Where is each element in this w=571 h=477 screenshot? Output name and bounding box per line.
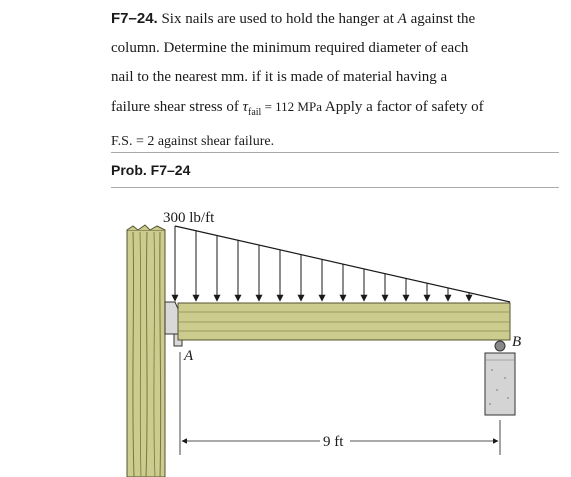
wood-column [127, 225, 165, 477]
load-label: 300 lb/ft [163, 210, 215, 226]
problem-line-4: failure shear stress of $\tau_{fail} = 112$ MPa Apply a factor of safety of [111, 99, 484, 118]
tau-symbol: τ [242, 99, 248, 115]
support-b [485, 341, 515, 415]
problem-line-3: nail to the nearest mm. if it is made of material having a [111, 69, 448, 85]
problem-number: F7–24. [111, 10, 158, 27]
support-b-label: B [512, 334, 522, 350]
beam [178, 303, 510, 340]
problem-line-2: column. Determine the minimum required diameter of each [111, 40, 469, 56]
problem-line-1: F7–24. Six nails are used to hold the hanger at A against the [111, 10, 476, 27]
figure-title: Prob. F7–24 [111, 162, 191, 178]
dimension-label: 9 ft [323, 434, 344, 450]
problem-line-5: F.S. = 2 against shear failure. [111, 134, 275, 149]
distributed-load [175, 226, 510, 302]
support-a-label: A [184, 348, 194, 364]
